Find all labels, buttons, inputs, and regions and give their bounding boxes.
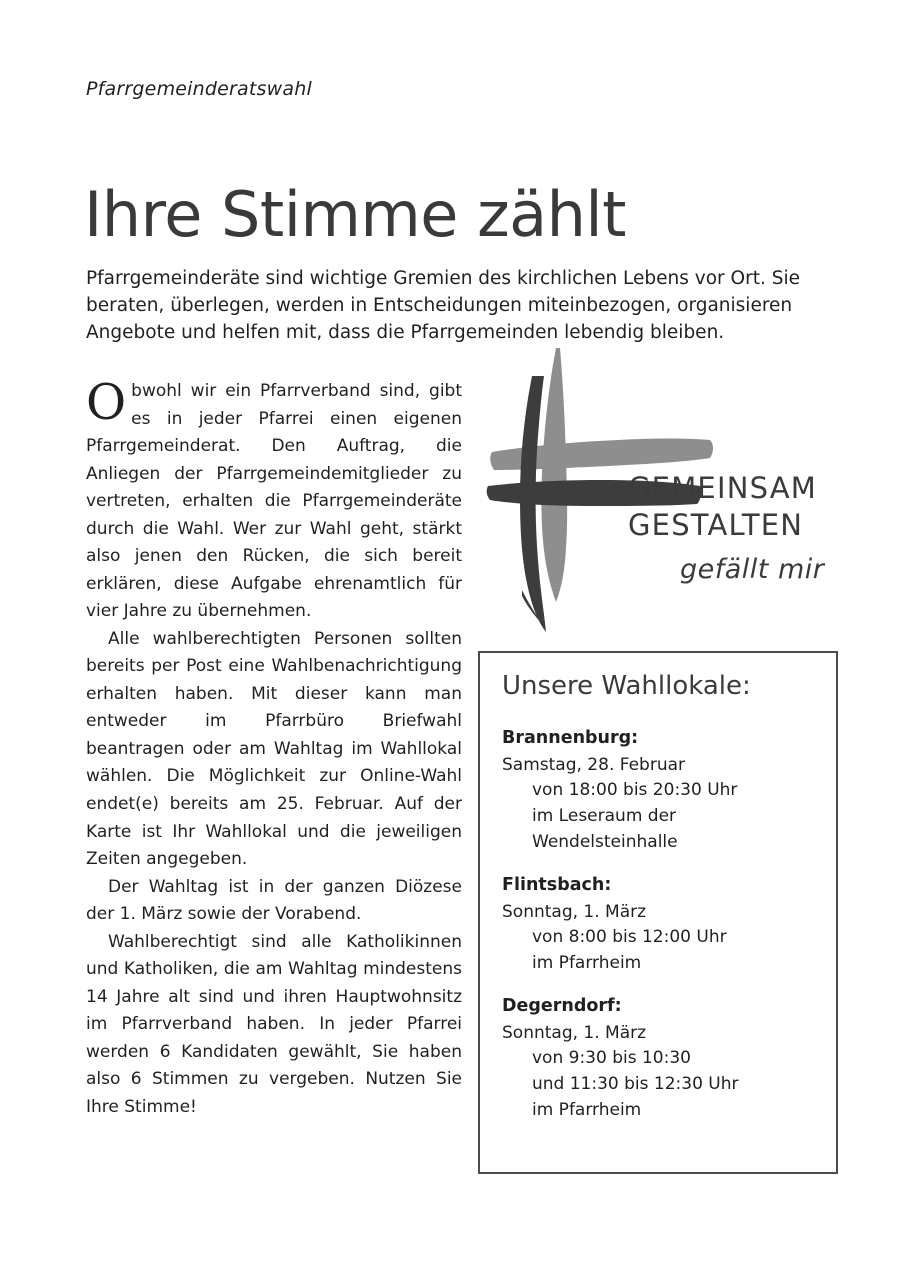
campaign-logo	[478, 340, 868, 635]
place-detail: Wendelsteinhalle	[532, 832, 678, 853]
article-paragraph-1	[86, 374, 462, 626]
place-detail: im Leseraum der	[532, 806, 677, 827]
logo-line-1: GEMEINSAM	[628, 471, 817, 505]
polling-stations-box	[478, 651, 838, 1174]
article-paragraph-3: Der Wahltag ist in der ganzen Diözese der 1. März sowie der Vorabend.	[86, 876, 462, 925]
lead-paragraph: Pfarrgemeinderäte sind wichtige Gremien des kirchlichen Lebens vor Ort. Sie beraten, überlegen, werden in Entscheidungen miteinbezogen, organisieren Angebote und helfen mit, dass die Pfarrgemeinden lebendig bleiben.	[86, 267, 800, 343]
place-name: Flintsbach:	[502, 874, 612, 895]
place-date: Samstag, 28. Februar	[502, 754, 686, 775]
place-detail: von 8:00 bis 12:00 Uhr	[532, 927, 727, 948]
list-item	[502, 993, 820, 1124]
polling-stations-title: Unsere Wahllokale:	[502, 671, 751, 701]
logo-line-3: gefällt mir	[680, 554, 825, 586]
place-detail: von 18:00 bis 20:30 Uhr	[532, 780, 738, 801]
place-date: Sonntag, 1. März	[502, 1022, 647, 1043]
place-detail: und 11:30 bis 12:30 Uhr	[532, 1074, 739, 1095]
article-paragraph-2: Alle wahlberechtigten Personen sollten bereits per Post eine Wahlbenachrichtigung erhalten haben. Mit dieser kann man entweder im Pfarrbüro Briefwahl beantragen oder am Wahltag im Wahllokal wählen. Die Möglichkeit zur Online-Wahl endet(e) bereits am 25. Februar. Auf der Karte ist Ihr Wahllokal und die jeweiligen Zeiten angegeben.	[86, 628, 462, 870]
article-paragraph-1-text: bwohl wir ein Pfarrverband sind, gibt es in jeder Pfarrei einen eigenen Pfarrgemeinderat. Den Auftrag, die Anliegen der Pfarrgemeindemitglieder zu vertreten, erhalten die Pfarrgemeinderäte durch die Wahl. Wer zur Wahl geht, stärkt also jenen den Rücken, die sich bereit erklären, diese Aufgabe ehrenamtlich für vier Jahre zu übernehmen.	[86, 381, 462, 622]
article-paragraph-4: Wahlberechtigt sind alle Katholikinnen und Katholiken, die am Wahltag mindestens 14 Jahre alt sind und ihren Hauptwohnsitz im Pfarrverband haben. In jeder Pfarrei werden 6 Kandidaten gewählt, Sie haben also 6 Stimmen zu vergeben. Nutzen Sie Ihre Stimme!	[86, 931, 462, 1117]
place-detail: im Pfarrheim	[532, 953, 642, 974]
place-detail: von 9:30 bis 10:30	[532, 1048, 691, 1069]
polling-stations-list	[502, 725, 820, 1140]
kicker-text: Pfarrgemeinderatswahl	[86, 78, 312, 100]
article-body	[86, 374, 462, 1121]
list-item	[502, 725, 820, 856]
list-item	[502, 872, 820, 977]
place-name: Brannenburg:	[502, 728, 639, 748]
logo-line-2: GESTALTEN	[628, 508, 804, 543]
place-name: Degerndorf:	[502, 995, 622, 1016]
page-title: Ihre Stimme zählt	[84, 177, 626, 251]
place-detail: im Pfarrheim	[532, 1100, 642, 1121]
logo-wordmark	[628, 470, 824, 585]
place-date: Sonntag, 1. März	[502, 901, 647, 922]
drop-cap: O	[86, 374, 127, 431]
